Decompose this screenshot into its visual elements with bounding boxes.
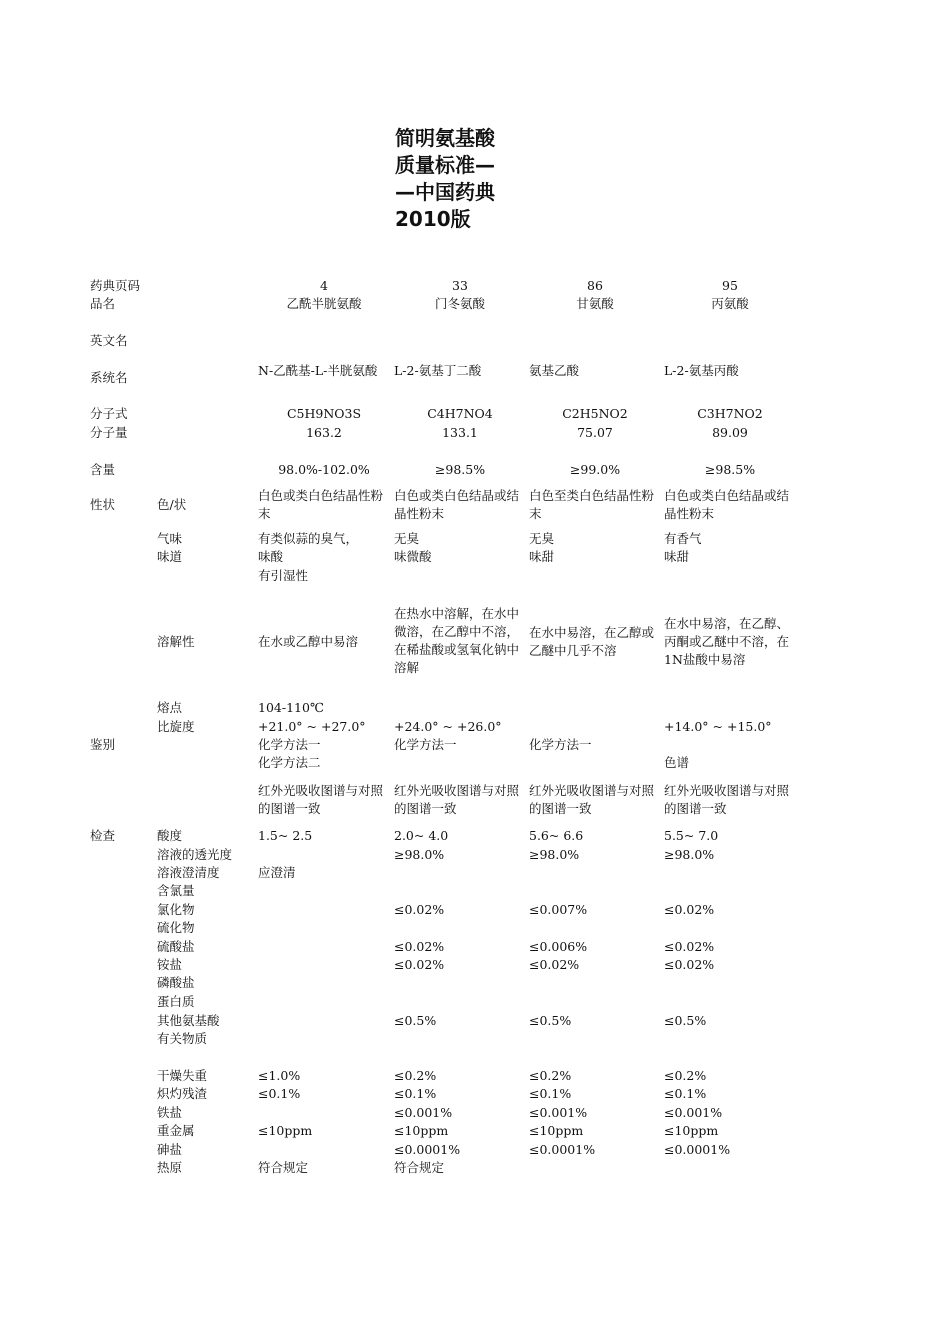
cell-color-form: 白色至类白色结晶性粉末 [529,488,655,521]
cell-page: 33 [452,278,468,293]
label-heavy: 重金属 [157,1123,195,1138]
cell-ir: 红外光吸收图谱与对照的图谱一致 [258,783,384,816]
cell-content: ≥98.5% [434,462,486,477]
title-line: —中国药典 [395,180,495,204]
cell-mw: 133.1 [442,425,478,440]
cell-heavy: ≤10ppm [529,1123,584,1138]
cell-loss: ≤0.2% [529,1068,572,1083]
label-content: 含量 [90,462,116,477]
cell-heavy: ≤10ppm [394,1123,449,1138]
cell-content: 98.0%-102.0% [278,462,370,477]
label-name: 品名 [90,296,116,311]
title-line: 质量标准— [395,153,495,177]
cell-hygro: 有引湿性 [258,568,309,583]
cell-rotation: +14.0° ~ +15.0° [664,719,772,734]
label-system: 系统名 [90,370,128,385]
cell-mw: 89.09 [712,425,748,440]
cell-pyrogen: 符合规定 [258,1160,309,1175]
cell-sulfate: ≤0.006% [529,939,588,954]
label-english: 英文名 [90,333,128,348]
label-clarity: 溶液澄清度 [157,865,220,880]
cell-loss: ≤0.2% [394,1068,437,1083]
cell-content: ≥98.5% [704,462,756,477]
label-acidity: 酸度 [157,828,183,843]
cell-system: N-乙酰基-L-半胱氨酸 [258,363,378,378]
cell-transmittance: ≥98.0% [529,847,580,862]
cell-formula: C4H7NO4 [427,406,493,421]
cell-odor: 无臭 [394,531,420,546]
cell-iron: ≤0.001% [394,1105,453,1120]
cell-other-aa: ≤0.5% [394,1013,437,1028]
cell-system: L-2-氨基丙酸 [664,363,739,378]
label-ammonium: 铵盐 [157,957,183,972]
cell-color-form: 白色或类白色结晶或结晶性粉末 [664,488,790,521]
cell-ir: 红外光吸收图谱与对照的图谱一致 [394,783,520,816]
cell-color-form: 白色或类白色结晶性粉末 [258,488,384,521]
cell-page: 95 [722,278,738,293]
cell-name: 丙氨酸 [711,296,749,311]
cell-residue: ≤0.1% [258,1086,301,1101]
label-protein: 蛋白质 [157,994,195,1009]
cell-iron: ≤0.001% [664,1105,723,1120]
cell-page: 4 [320,278,328,293]
label-taste: 味道 [157,549,183,564]
cell-formula: C5H9NO3S [286,406,362,421]
cell-id1: 化学方法一 [258,737,321,752]
cell-arsenic: ≤0.0001% [394,1142,461,1157]
cell-chloride: ≤0.007% [529,902,588,917]
cell-system: L-2-氨基丁二酸 [394,363,482,378]
cell-sulfate: ≤0.02% [664,939,715,954]
cell-chloride: ≤0.02% [394,902,445,917]
cell-arsenic: ≤0.0001% [529,1142,596,1157]
cell-taste: 味酸 [258,549,284,564]
cell-odor: 有类似蒜的臭气， [258,531,359,546]
cell-id1: 化学方法一 [529,737,592,752]
label-transmittance: 溶液的透光度 [157,847,233,862]
cell-acidity: 2.0~ 4.0 [394,828,449,843]
cell-page: 86 [587,278,603,293]
label-page: 药典页码 [90,278,141,293]
cell-transmittance: ≥98.0% [664,847,715,862]
cell-chloride: ≤0.02% [664,902,715,917]
label-chlorine: 含氯量 [157,883,195,898]
cell-arsenic: ≤0.0001% [664,1142,731,1157]
cell-acidity: 1.5~ 2.5 [258,828,313,843]
cell-id2: 色谱 [664,755,690,770]
cell-taste: 味微酸 [394,549,432,564]
cell-loss: ≤0.2% [664,1068,707,1083]
cell-taste: 味甜 [664,549,690,564]
title-line: 简明氨基酸 [395,126,495,150]
label-arsenic: 砷盐 [157,1142,183,1157]
cell-odor: 无臭 [529,531,555,546]
cell-ammonium: ≤0.02% [664,957,715,972]
cell-pyrogen: 符合规定 [394,1160,445,1175]
label-rotation: 比旋度 [157,719,195,734]
label-appearance: 性状 [90,497,116,512]
cell-acidity: 5.5~ 7.0 [664,828,719,843]
cell-other-aa: ≤0.5% [529,1013,572,1028]
cell-taste: 味甜 [529,549,555,564]
label-loss: 干燥失重 [157,1068,208,1083]
label-sulfide: 硫化物 [157,920,195,935]
cell-formula: C3H7NO2 [697,406,763,421]
label-tests: 检查 [90,828,116,843]
cell-residue: ≤0.1% [664,1086,707,1101]
cell-acidity: 5.6~ 6.6 [529,828,584,843]
cell-name: 门冬氨酸 [434,296,485,311]
cell-ir: 红外光吸收图谱与对照的图谱一致 [529,783,655,816]
cell-odor: 有香气 [664,531,702,546]
cell-iron: ≤0.001% [529,1105,588,1120]
cell-solubility: 在水中易溶，在乙醇、丙酮或乙醚中不溶，在1N盐酸中易溶 [664,616,790,667]
label-formula: 分子式 [90,406,128,421]
cell-ammonium: ≤0.02% [529,957,580,972]
label-pyrogen: 热原 [157,1160,183,1175]
cell-content: ≥99.0% [569,462,621,477]
cell-transmittance: ≥98.0% [394,847,445,862]
document-title [395,125,495,233]
cell-loss: ≤1.0% [258,1068,301,1083]
label-iron: 铁盐 [157,1105,183,1120]
cell-id1: 化学方法一 [394,737,457,752]
label-solubility: 溶解性 [157,634,195,649]
label-mw: 分子量 [90,425,128,440]
label-residue: 炽灼残渣 [157,1086,208,1101]
cell-heavy: ≤10ppm [258,1123,313,1138]
cell-name: 乙酰半胱氨酸 [286,296,362,311]
cell-ir: 红外光吸收图谱与对照的图谱一致 [664,783,790,816]
cell-solubility: 在水或乙醇中易溶 [258,634,359,649]
label-mp: 熔点 [157,700,183,715]
label-phosphate: 磷酸盐 [157,975,195,990]
cell-other-aa: ≤0.5% [664,1013,707,1028]
label-identification: 鉴别 [90,737,116,752]
cell-name: 甘氨酸 [576,296,614,311]
label-other-aa: 其他氨基酸 [157,1013,220,1028]
cell-solubility: 在热水中溶解，在水中微溶，在乙醇中不溶，在稀盐酸或氢氧化钠中溶解 [394,606,520,675]
cell-rotation: +21.0° ~ +27.0° [258,719,366,734]
cell-system: 氨基乙酸 [529,363,580,378]
cell-sulfate: ≤0.02% [394,939,445,954]
label-color-form: 色/状 [157,497,187,512]
cell-mp: 104-110℃ [258,700,324,715]
cell-heavy: ≤10ppm [664,1123,719,1138]
label-sulfate: 硫酸盐 [157,939,195,954]
cell-solubility: 在水中易溶，在乙醇或乙醚中几乎不溶 [529,625,655,658]
cell-residue: ≤0.1% [394,1086,437,1101]
cell-color-form: 白色或类白色结晶或结晶性粉末 [394,488,520,521]
label-related: 有关物质 [157,1031,208,1046]
label-odor: 气味 [157,531,183,546]
cell-mw: 163.2 [306,425,342,440]
cell-mw: 75.07 [577,425,613,440]
cell-clarity: 应澄清 [258,865,296,880]
cell-rotation: +24.0° ~ +26.0° [394,719,502,734]
cell-formula: C2H5NO2 [562,406,628,421]
title-line: 2010版 [395,207,471,231]
label-chloride: 氯化物 [157,902,195,917]
cell-id2: 化学方法二 [258,755,321,770]
cell-ammonium: ≤0.02% [394,957,445,972]
cell-residue: ≤0.1% [529,1086,572,1101]
